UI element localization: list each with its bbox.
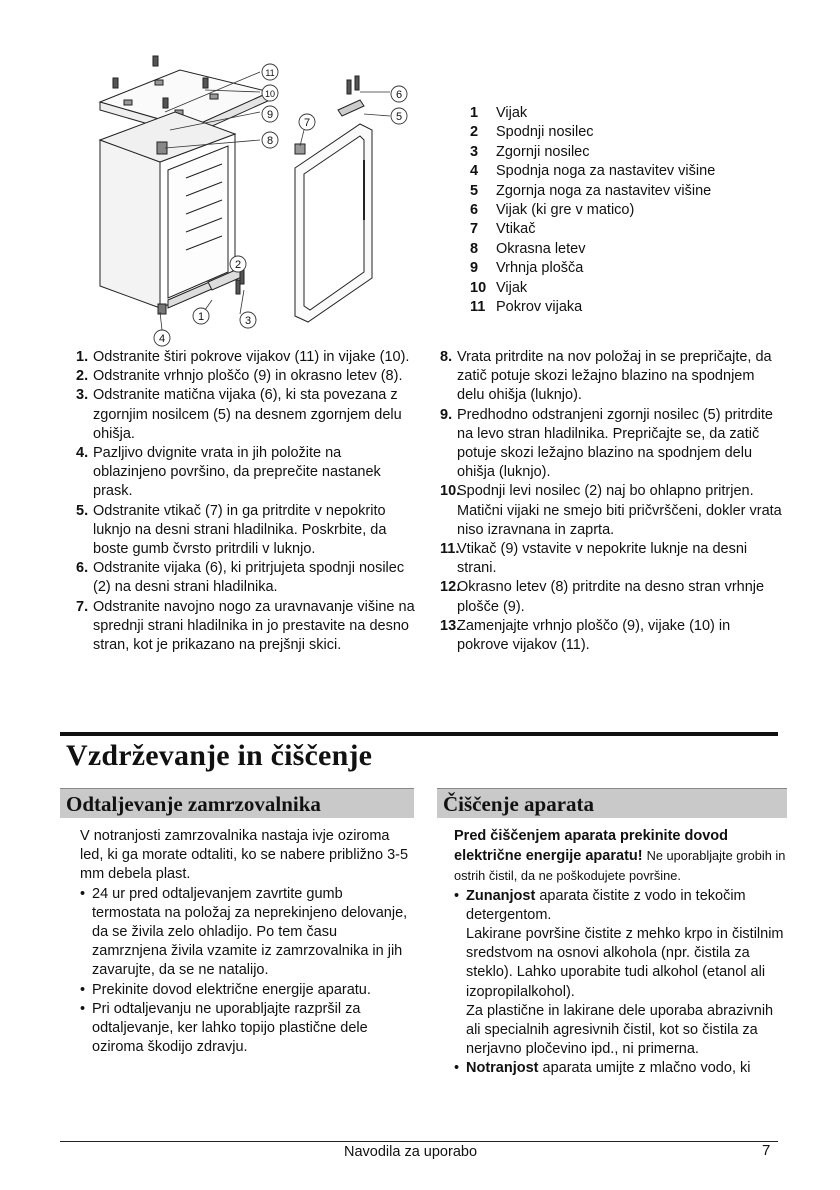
- cleaning-column: [454, 827, 790, 1079]
- steps-left-column: [76, 348, 416, 655]
- part-name: Vtikač: [496, 221, 536, 238]
- callout-11: 11: [265, 68, 275, 78]
- callout-4: 4: [158, 333, 166, 345]
- cleaning-warning-small: Ne uporabljajte grobih in ostrih čistil, da ne poškodujete površine.: [454, 848, 786, 884]
- callout-6: 6: [395, 89, 403, 101]
- parts-list-item: [470, 123, 715, 142]
- parts-list-item: [470, 220, 715, 239]
- bullet-icon: •: [80, 1000, 86, 1017]
- step-number: 3.: [76, 387, 89, 404]
- step-item: [76, 559, 416, 597]
- part-number: 5: [470, 182, 479, 199]
- callout-1: 1: [197, 311, 205, 323]
- part-name: Spodnji nosilec: [496, 124, 594, 141]
- callout-8: 8: [266, 135, 274, 147]
- step-number: 4.: [76, 445, 89, 462]
- step-item: [440, 540, 785, 578]
- footer-text: Navodila za uporabo: [344, 1144, 478, 1160]
- part-number: 2: [470, 124, 479, 141]
- parts-list-item: [470, 298, 715, 317]
- plastic-text: Za plastične in lakirane dele uporaba abrazivnih ali specialnih agresivnih čistil, kot so čistila za nerjavno pločevino ipd., ni primerna.: [466, 1002, 774, 1058]
- part-name: Vijak (ki gre v matico): [496, 202, 635, 219]
- callout-5: 5: [395, 111, 403, 123]
- part-name: Spodnja noga za nastavitev višine: [496, 163, 716, 180]
- step-number: 9.: [440, 406, 453, 423]
- step-number: 12.: [440, 579, 461, 596]
- door-drawing: [295, 76, 372, 322]
- bullet-text: Prekinite dovod električne energije aparatu.: [92, 981, 371, 998]
- part-number: 9: [470, 260, 479, 277]
- bullet-item: [80, 885, 410, 981]
- cleaning-warning-bold: Pred čiščenjem aparata prekinite dovod električne energije aparatu!: [454, 828, 728, 865]
- assembly-diagram: [60, 50, 440, 362]
- part-number: 1: [470, 105, 479, 121]
- parts-list: [470, 104, 715, 317]
- step-text: Pazljivo dvignite vrata in jih položite na oblazinjeno površino, da preprečite nastanek prask.: [93, 445, 381, 500]
- parts-list-item: [470, 162, 715, 181]
- bullet-item: [80, 1000, 410, 1058]
- bullet-text: 24 ur pred odtaljevanjem zavrtite gumb termostata na položaj za neprekinjeno delovanje, da se živila zelo ohladijo. Po tem času zamrznjena živila vzamite iz zamrzovalnika in jih zavarujte, da se ne natalijo.: [92, 885, 408, 979]
- lacquer-text: Lakirane površine čistite z mehko krpo in čistilnim sredstvom na osnovi alkohola (npr. čistila za steklo). Lahko uporabite tudi alkohol (etanol ali izopropilalkohol).: [466, 926, 784, 1000]
- callout-10: 10: [264, 89, 276, 99]
- defrost-heading: Odtaljevanje zamrzovalnika: [66, 792, 321, 816]
- bullet-item: [80, 981, 410, 1000]
- callout-7: 7: [303, 117, 311, 129]
- step-number: 6.: [76, 560, 89, 577]
- step-text: Odstranite vrhnjo ploščo (9) in okrasno letev (8).: [93, 368, 403, 385]
- step-item: [76, 502, 416, 560]
- step-number: 11.: [440, 541, 460, 558]
- part-name: Zgornja noga za nastavitev višine: [496, 182, 712, 199]
- step-item: [76, 598, 416, 656]
- section-divider: [60, 732, 778, 736]
- step-text: Predhodno odstranjeni zgornji nosilec (5) pritrdite na levo stran hladilnika. Prepričajte se, da zatič potuje skozi ležajno blazino na spodnjem delu ohišja (luknjo).: [457, 406, 773, 481]
- parts-list-item: [470, 143, 715, 162]
- part-name: Vijak: [496, 105, 528, 121]
- cleaning-warning: [454, 827, 790, 887]
- step-number: 10.: [440, 483, 461, 500]
- part-number: 4: [470, 163, 479, 180]
- bullet-icon: •: [80, 981, 86, 998]
- inside-label: Notranjost: [466, 1060, 539, 1077]
- parts-list-item: [470, 201, 715, 220]
- part-number: 6: [470, 202, 479, 219]
- callout-2: 2: [234, 259, 242, 271]
- step-text: Odstranite vtikač (7) in ga pritrdite v nepokrito luknjo na desni strani hladilnika. Poskrbite, da boste gumb čvrsto pritrdili v luknjo.: [93, 502, 387, 558]
- step-text: Okrasno letev (8) pritrdite na desno stran vrhnje plošče (9).: [457, 579, 765, 615]
- section-title: Vzdrževanje in čiščenje: [66, 739, 373, 772]
- step-item: [76, 386, 416, 444]
- bullet-text: Pri odtaljevanju ne uporabljajte razpršil za odtaljevanje, ker lahko topijo plastične dele oziroma škodijo zdravju.: [92, 1000, 368, 1056]
- step-item: [440, 482, 785, 540]
- page-number: 7: [762, 1142, 771, 1159]
- part-number: 10: [470, 279, 487, 296]
- step-item: [76, 348, 416, 367]
- part-number: 8: [470, 240, 479, 257]
- defrost-heading-bar: [60, 788, 414, 818]
- step-text: Odstranite navojno nogo za uravnavanje višine na sprednji strani hladilnika in jo prestavite na desno stran, kot je prikazano na prejšnji skici.: [93, 598, 415, 654]
- step-number: 8.: [440, 349, 453, 365]
- steps-right-column: [440, 348, 785, 655]
- step-text: Vtikač (9) vstavite v nepokrite luknje na desni strani.: [457, 541, 748, 577]
- part-number: 3: [470, 143, 479, 160]
- part-name: Vijak: [496, 279, 528, 296]
- bullet-icon: •: [80, 885, 86, 902]
- step-text: Spodnji levi nosilec (2) naj bo ohlapno pritrjen. Matični vijaki ne smejo biti pričvrščeni, dokler vrata niso izravnana in zaprta.: [457, 483, 782, 538]
- step-text: Odstranite vijaka (6), ki pritrjujeta spodnji nosilec (2) na desni strani hladilnika.: [93, 560, 405, 596]
- part-number: 11: [470, 299, 486, 316]
- step-number: 2.: [76, 368, 89, 385]
- step-number: 5.: [76, 502, 89, 519]
- step-item: [76, 367, 416, 386]
- step-item: [76, 444, 416, 502]
- step-number: 7.: [76, 598, 89, 615]
- defrost-column: [80, 827, 410, 1057]
- part-name: Zgornji nosilec: [496, 143, 590, 160]
- part-number: 7: [470, 221, 479, 238]
- outside-text: aparata čistite z vodo in tekočim detergentom.: [466, 887, 746, 923]
- parts-list-item: [470, 259, 715, 278]
- step-item: [440, 617, 785, 655]
- footer-divider: [60, 1141, 778, 1142]
- parts-list-item: [470, 104, 715, 123]
- step-text: Odstranite matična vijaka (6), ki sta povezana z zgornjim nosilcem (5) na desnem zgornjem delu ohišja.: [93, 387, 402, 442]
- part-name: Okrasna letev: [496, 240, 586, 257]
- step-item: [440, 578, 785, 616]
- step-item: [440, 406, 785, 483]
- bullet-icon: •: [454, 887, 460, 904]
- step-number: 13.: [440, 617, 461, 634]
- step-item: [440, 348, 785, 406]
- step-text: Odstranite štiri pokrove vijakov (11) in vijake (10).: [93, 349, 410, 365]
- cleaning-heading-bar: [437, 788, 787, 818]
- bullet-item: [454, 1059, 790, 1078]
- parts-list-item: [470, 240, 715, 259]
- step-text: Zamenjajte vrhnjo ploščo (9), vijake (10) in pokrove vijakov (11).: [457, 617, 731, 654]
- outside-label: Zunanjost: [466, 887, 536, 904]
- parts-list-item: [470, 182, 715, 201]
- part-name: Vrhnja plošča: [496, 260, 584, 277]
- parts-list-item: [470, 279, 715, 298]
- part-name: Pokrov vijaka: [496, 299, 583, 316]
- bullet-icon: •: [454, 1060, 460, 1077]
- cleaning-heading: Čiščenje aparata: [443, 792, 595, 816]
- bullet-item: [454, 887, 790, 925]
- callout-3: 3: [244, 315, 252, 327]
- step-number: 1.: [76, 349, 89, 365]
- callout-9: 9: [266, 109, 274, 121]
- defrost-intro: V notranjosti zamrzovalnika nastaja ivje oziroma led, ki ga morate odtaliti, ko se nabere približno 3-5 mm debela plast.: [80, 828, 409, 883]
- step-text: Vrata pritrdite na nov položaj in se prepričajte, da zatič potuje skozi ležajno blazino na spodnjem delu ohišja (luknjo).: [457, 349, 772, 404]
- inside-text: aparata umijte z mlačno vodo, ki: [542, 1060, 751, 1077]
